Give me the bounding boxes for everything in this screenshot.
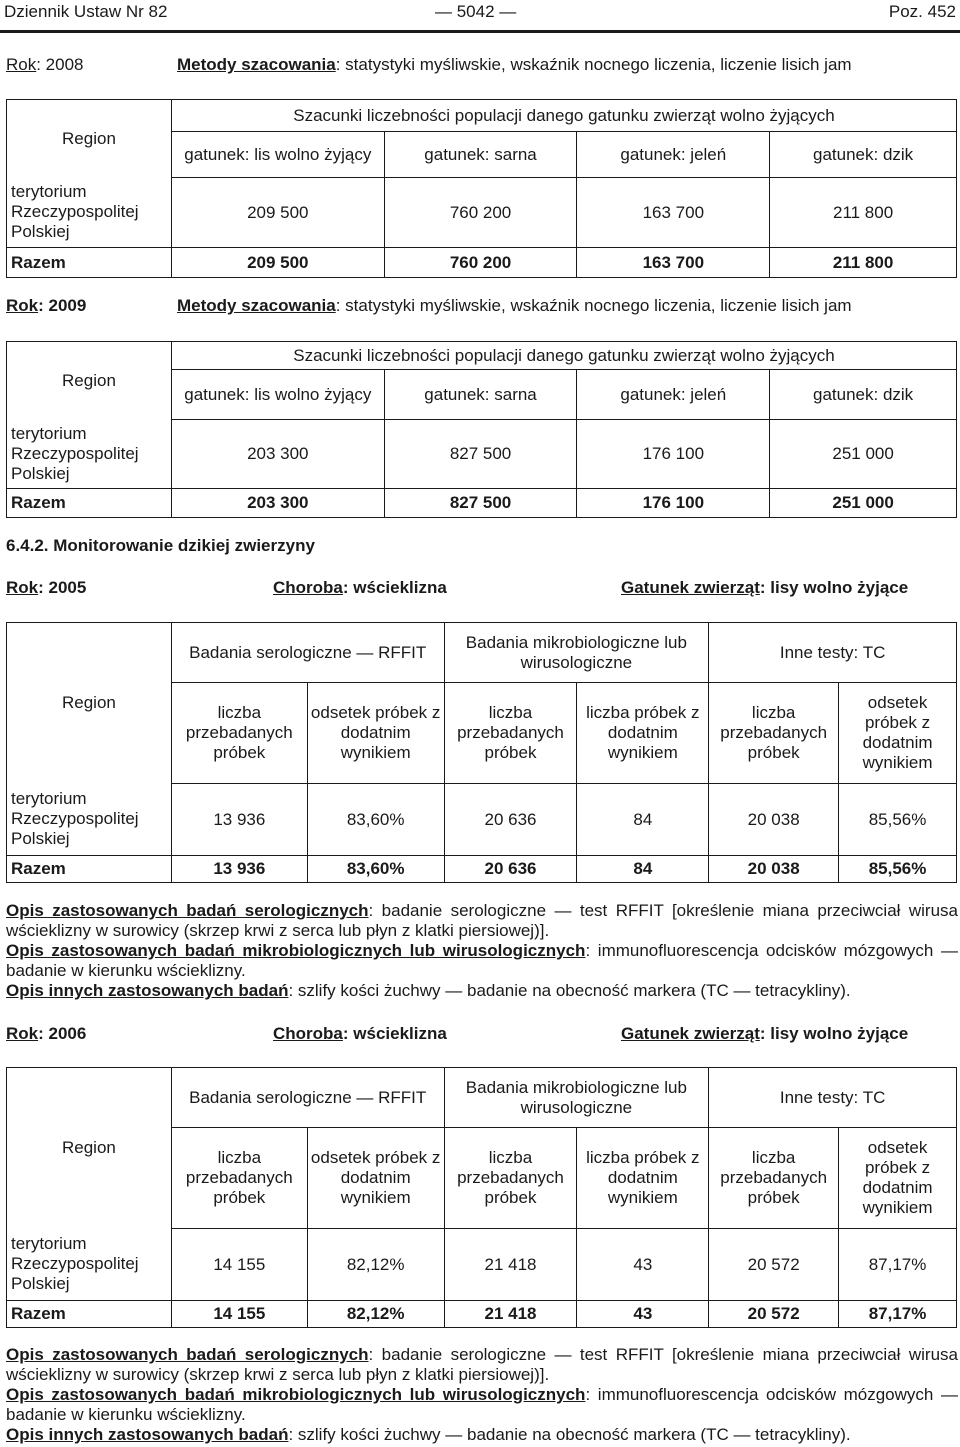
header-rule <box>0 30 960 33</box>
description-label: Opis innych zastosowanych badań <box>6 1425 289 1444</box>
col-header: gatunek: jeleń <box>577 370 770 420</box>
other-tests-description <box>6 1425 958 1445</box>
cell: 82,12% <box>307 1301 444 1328</box>
table-row <box>7 178 957 248</box>
col-header: liczba próbek z dodatnim wynikiem <box>577 683 709 784</box>
methods-2009 <box>177 296 852 316</box>
disease-2005 <box>273 578 447 598</box>
species-label: Gatunek zwierząt <box>621 1024 760 1043</box>
section-heading: 6.4.2. Monitorowanie dzikiej zwierzyny <box>6 536 315 555</box>
cell: 163 700 <box>577 178 770 248</box>
sum-row <box>7 856 957 883</box>
col-header: liczba przebadanych próbek <box>444 1128 577 1229</box>
page-header <box>0 0 960 26</box>
serology-description <box>6 1345 958 1385</box>
methods-label: Metody szacowania <box>177 55 336 74</box>
table-2006 <box>6 1067 957 1328</box>
cell: 20 038 <box>709 784 839 856</box>
year-2009-line <box>6 296 86 316</box>
rok-value: : 2005 <box>38 578 87 597</box>
serology-description <box>6 901 958 941</box>
sum-row <box>7 248 957 278</box>
description-label: Opis zastosowanych badań serologicznych <box>6 901 369 920</box>
rok-value: : 2008 <box>36 55 84 74</box>
description-label: Opis zastosowanych badań serologicznych <box>6 1345 369 1364</box>
cell: 82,12% <box>307 1229 444 1301</box>
col-header: gatunek: sarna <box>384 132 577 178</box>
col-header: gatunek: sarna <box>384 370 577 420</box>
description-text: : badanie serologiczne — test RFFIT [określenie miana przeciwciał wirusa wścieklizny w surowicy (skrzep krwi z serca lub płyn z klatki piersiowej)]. <box>6 1345 958 1384</box>
group-header: Badania serologiczne — RFFIT <box>171 1068 444 1128</box>
disease-label: Choroba <box>273 1024 343 1043</box>
cell: 85,56% <box>839 856 957 883</box>
row-label: terytorium Rzeczypospolitej Polskiej <box>7 178 172 248</box>
col-header: liczba przebadanych próbek <box>171 683 307 784</box>
group-header: Szacunki liczebności populacji danego gatunku zwierząt wolno żyjących <box>171 342 956 370</box>
sum-row <box>7 489 957 518</box>
sum-label: Razem <box>7 856 172 883</box>
position-number: Poz. 452 <box>888 2 956 21</box>
cell: 14 155 <box>171 1301 307 1328</box>
cell: 211 800 <box>770 178 957 248</box>
cell: 20 572 <box>709 1301 839 1328</box>
cell: 827 500 <box>384 420 577 489</box>
cell: 211 800 <box>770 248 957 278</box>
methods-2008 <box>177 55 852 75</box>
cell: 13 936 <box>171 784 307 856</box>
sum-label: Razem <box>7 1301 172 1328</box>
group-header: Szacunki liczebności populacji danego gatunku zwierząt wolno żyjących <box>171 100 956 132</box>
cell: 14 155 <box>171 1229 307 1301</box>
species-value: : lisy wolno żyjące <box>759 578 909 597</box>
col-header: gatunek: dzik <box>770 132 957 178</box>
row-label: terytorium Rzeczypospolitej Polskiej <box>7 1229 172 1301</box>
cell: 209 500 <box>171 248 384 278</box>
group-header: Badania mikrobiologiczne lub wirusologiczne <box>444 1068 709 1128</box>
cell: 203 300 <box>171 420 384 489</box>
table-row <box>7 420 957 489</box>
col-header: gatunek: lis wolno żyjący <box>171 132 384 178</box>
cell: 21 418 <box>444 1301 577 1328</box>
region-header: Region <box>7 100 172 178</box>
disease-value: : wścieklizna <box>342 578 447 597</box>
description-block-2005 <box>6 901 958 1001</box>
region-header: Region <box>7 1068 172 1229</box>
rok-value: : 2009 <box>38 296 87 315</box>
description-label: Opis zastosowanych badań mikrobiologicznych lub wirusologicznych <box>6 1385 586 1404</box>
methods-value: : statystyki myśliwskie, wskaźnik nocnego liczenia, liczenie lisich jam <box>335 296 852 315</box>
rok-label: Rok <box>6 1024 39 1043</box>
rok-value: : 2006 <box>38 1024 87 1043</box>
cell: 760 200 <box>384 248 577 278</box>
cell: 203 300 <box>171 489 384 518</box>
cell: 163 700 <box>577 248 770 278</box>
col-header: odsetek próbek z dodatnim wynikiem <box>307 683 444 784</box>
col-header: odsetek próbek z dodatnim wynikiem <box>839 683 957 784</box>
rok-label: Rok <box>6 578 39 597</box>
other-tests-description <box>6 981 958 1001</box>
sum-label: Razem <box>7 489 172 518</box>
col-header: liczba próbek z dodatnim wynikiem <box>577 1128 709 1229</box>
group-header: Badania mikrobiologiczne lub wirusologiczne <box>444 623 709 683</box>
table-2009 <box>6 341 957 518</box>
cell: 83,60% <box>307 784 444 856</box>
year-2005-line <box>6 578 86 598</box>
cell: 13 936 <box>171 856 307 883</box>
disease-2006 <box>273 1024 447 1044</box>
species-2006 <box>621 1024 908 1044</box>
rok-label: Rok <box>6 55 37 74</box>
methods-label: Metody szacowania <box>177 296 336 315</box>
cell: 176 100 <box>577 489 770 518</box>
cell: 760 200 <box>384 178 577 248</box>
table-row <box>7 1229 957 1301</box>
cell: 87,17% <box>839 1229 957 1301</box>
description-label: Opis innych zastosowanych badań <box>6 981 289 1000</box>
group-header: Inne testy: TC <box>709 1068 957 1128</box>
table-2005 <box>6 622 957 883</box>
cell: 20 636 <box>444 784 577 856</box>
description-block-2006 <box>6 1345 958 1445</box>
table-row <box>7 784 957 856</box>
description-text: : badanie serologiczne — test RFFIT [określenie miana przeciwciał wirusa wścieklizny w surowicy (skrzep krwi z serca lub płyn z klatki piersiowej)]. <box>6 901 958 940</box>
row-label: terytorium Rzeczypospolitej Polskiej <box>7 784 172 856</box>
col-header: liczba przebadanych próbek <box>171 1128 307 1229</box>
description-text: : szlify kości żuchwy — badanie na obecność markera (TC — tetracykliny). <box>288 981 851 1000</box>
cell: 209 500 <box>171 178 384 248</box>
cell: 20 572 <box>709 1229 839 1301</box>
microbiology-description <box>6 941 958 981</box>
row-label: terytorium Rzeczypospolitej Polskiej <box>7 420 172 489</box>
cell: 43 <box>577 1301 709 1328</box>
cell: 85,56% <box>839 784 957 856</box>
species-label: Gatunek zwierząt <box>621 578 760 597</box>
group-header: Badania serologiczne — RFFIT <box>171 623 444 683</box>
species-2005 <box>621 578 908 598</box>
cell: 251 000 <box>770 420 957 489</box>
col-header: gatunek: jeleń <box>577 132 770 178</box>
description-label: Opis zastosowanych badań mikrobiologicznych lub wirusologicznych <box>6 941 586 960</box>
disease-label: Choroba <box>273 578 343 597</box>
col-header: gatunek: lis wolno żyjący <box>171 370 384 420</box>
region-header: Region <box>7 623 172 784</box>
cell: 20 636 <box>444 856 577 883</box>
cell: 84 <box>577 856 709 883</box>
col-header: odsetek próbek z dodatnim wynikiem <box>839 1128 957 1229</box>
cell: 251 000 <box>770 489 957 518</box>
col-header: odsetek próbek z dodatnim wynikiem <box>307 1128 444 1229</box>
description-text: : szlify kości żuchwy — badanie na obecność markera (TC — tetracykliny). <box>288 1425 851 1444</box>
cell: 176 100 <box>577 420 770 489</box>
col-header: liczba przebadanych próbek <box>709 1128 839 1229</box>
table-2008 <box>6 99 957 278</box>
cell: 20 038 <box>709 856 839 883</box>
species-value: : lisy wolno żyjące <box>759 1024 909 1043</box>
year-2008-line <box>6 55 84 75</box>
cell: 43 <box>577 1229 709 1301</box>
disease-value: : wścieklizna <box>342 1024 447 1043</box>
cell: 21 418 <box>444 1229 577 1301</box>
cell: 83,60% <box>307 856 444 883</box>
rok-label: Rok <box>6 296 39 315</box>
sum-row <box>7 1301 957 1328</box>
cell: 84 <box>577 784 709 856</box>
sum-label: Razem <box>7 248 172 278</box>
methods-value: : statystyki myśliwskie, wskaźnik nocnego liczenia, liczenie lisich jam <box>335 55 852 74</box>
page-number: — 5042 — <box>435 2 517 21</box>
group-header: Inne testy: TC <box>709 623 957 683</box>
col-header: liczba przebadanych próbek <box>444 683 577 784</box>
col-header: gatunek: dzik <box>770 370 957 420</box>
microbiology-description <box>6 1385 958 1425</box>
region-header: Region <box>7 342 172 420</box>
cell: 87,17% <box>839 1301 957 1328</box>
year-2006-line <box>6 1024 86 1044</box>
journal-name: Dziennik Ustaw Nr 82 <box>4 2 168 21</box>
description-text: : immunofluorescencja odcisków mózgowych — badanie w kierunku wścieklizny. <box>6 1385 959 1424</box>
col-header: liczba przebadanych próbek <box>709 683 839 784</box>
cell: 827 500 <box>384 489 577 518</box>
description-text: : immunofluorescencja odcisków mózgowych — badanie w kierunku wścieklizny. <box>6 941 959 980</box>
